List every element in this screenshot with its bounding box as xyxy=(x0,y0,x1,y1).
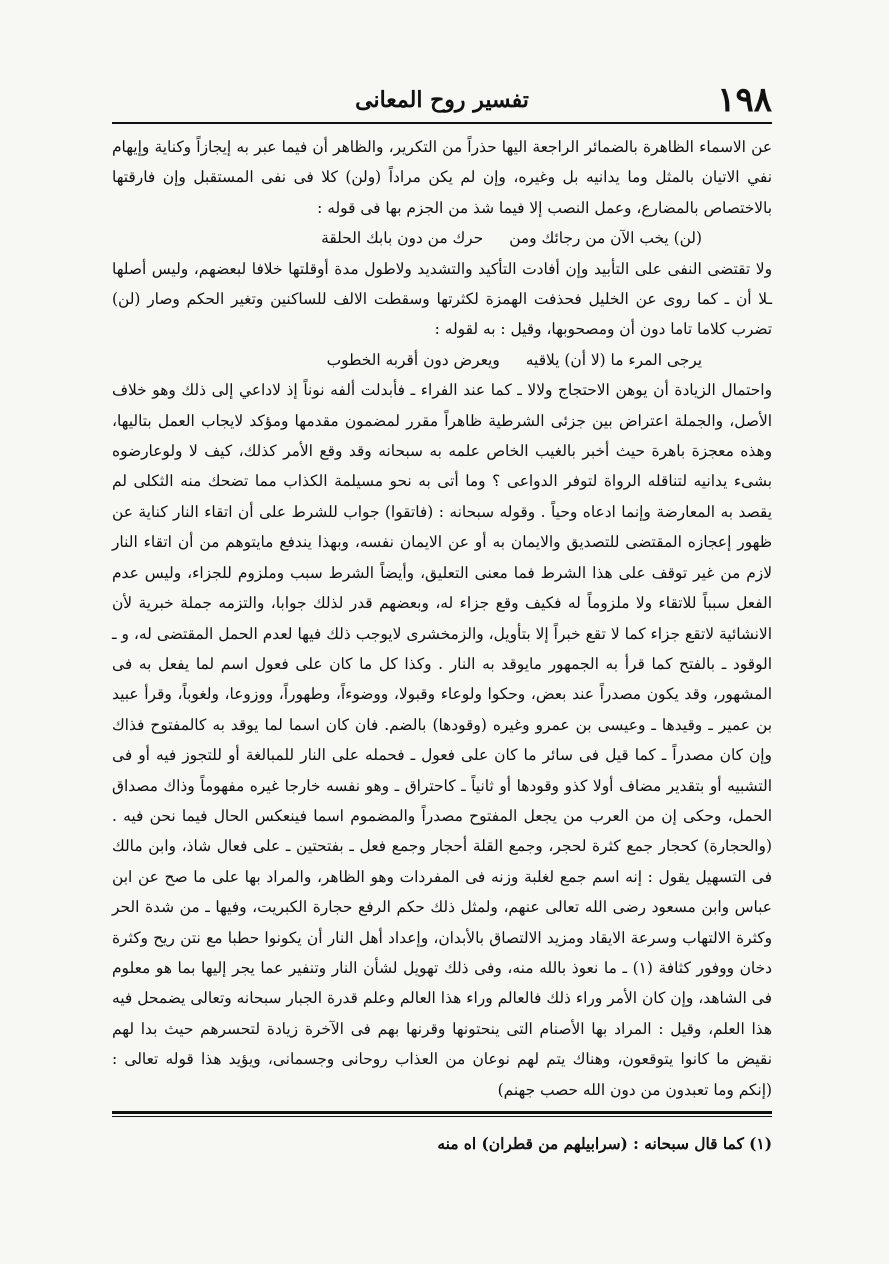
paragraph-2: ولا تقتضى النفى على التأبيد وإن أفادت التأكيد والتشديد ولاطول مدة أوقلتها خلافا لبعضهم، وليس أصلها ـلا أن ـ كما روى عن الخليل فحذفت الهمزة لكثرتها وسقطت الالف للساكنين وتغير الحكم وصار (لن) تضرب كلاما تاما دون أن ومصحوبها، وقيل : به لقوله : xyxy=(112,259,772,339)
paragraph-3: واحتمال الزيادة أن يوهن الاحتجاج ولالا ـ كما عند الفراء ـ فأبدلت ألفه نوناً إذ لاداعي إلى ذلك وهو خلاف الأصل، والجملة اعتراض بين جزئى الشرطية ظاهراً مقرر لمضمون مقدمها ومؤكد لايجاب العمل بتاليها، وهذه معجزة باهرة حيث أخبر بالغيب الخاص علمه به سبحانه وقد وقع الأمر كذلك، كيف لا ولوعارضوه بشىء يدانيه لتناقله الرواة لتوفر الدواعى ؟ وما أتى به نحو مسيلمة الكذاب مما تضحك منه الثكلى لم يقصد به المعارضة وإنما ادعاه وحياً . وقوله سبحانه : (فاتقوا) جواب للشرط على أن اتقاء النار كناية عن ظهور إعجازه المقتضى للتصديق والايمان به أو عن الايمان نفسه، وبهذا يندفع مايتوهم من أن اتقاء النار لازم من غير توقف على هذا الشرط فما معنى التعليق، وأيضاً الشرط سبب وملزوم للجزاء، وليس عدم الفعل سبباً للاتقاء ولا ملزوماً له فكيف وقع جزاء له، وبعضهم قدر لذلك جوابا، والتزمه جملة خبرية لأن الانشائية لاتقع جزاء كما لا تقع خبراً إلا بتأويل، والزمخشرى لايوجب ذلك فيها لعدم الحمل المقتضى له، و ـ الوقود ـ بالفتح كما قرأ به الجمهور مايوقد به النار . وكذا كل ما كان على فعول اسم لما يفعل به فى المشهور، وقد يكون مصدراً عند بعض، وحكوا ولوعاء وقبولا، ووضوءاً، وطهوراً، ووزوعا، ولغوباً، وقرأ عبيد بن عمير ـ وقيدها ـ وعيسى بن عمرو وغيره (وقودها) بالضم. فان كان اسما لما يوقد به كالمفتوح فذاك وإن كان مصدراً ـ كما قيل فى سائر ما كان على فعول ـ فحمله على النار للمبالغة أو للتجوز فيه أو فى التشبيه أو بتقدير مضاف أولا كذو وقودها أو ثانياً ـ كاحتراق ـ وهو نفسه خارجا غيره مفهوماً وذاك مصداق الحمل، وحكى إن من العرب من يجعل المفتوح مصدراً والمضموم اسما فينعكس الحال فيما نحن فيه . (والحجارة) كحجار جمع كثرة لحجر، وجمع القلة أحجار وجمع فعل ـ بفتحتين ـ على فعال شاذ، وابن مالك فى التسهيل يقول : إنه اسم جمع لغلبة وزنه فى المفردات وهو الظاهر، والمراد بها على ما صح عن ابن عباس وابن مسعود رضى الله تعالى عنهم، ولمثل ذلك حكم الرفع حجارة الكبريت، وفيها ـ من شدة الحر وكثرة الالتهاب وسرعة الايقاد ومزيد الالتصاق بالأبدان، وإعداد أهل النار أن يكونوا حطبا مع نتن ريح وكثرة دخان ووفور كثافة (١) ـ ما نعوذ بالله منه، وفى ذلك تهويل لشأن النار وتنفير عما يجر إليها بما هو معلوم فى الشاهد، وإن كان الأمر وراء ذلك فالعالم وراء هذا العالم وعلم قدرة الجبار سبحانه وتعالى يضمحل فيه هذا العلم، وقيل : المراد بها الأصنام التى ينحتونها وقرنها بهم فى الآخرة زيادة لتحسرهم حيث بدا لهم نقيض ما كانوا يتوقعون، وهناك يتم لهم نوعان من العذاب روحانى وجسمانى، ويؤيد هذا قوله تعالى : (إنكم وما تعبدون من دون الله حصب جهنم) xyxy=(112,381,772,1099)
verse-1-first-hemistich: (لن) يخب الآن من رجائك ومن xyxy=(509,229,702,248)
verse-1-second-hemistich: حرك من دون بابك الحلقة xyxy=(321,229,484,248)
poetry-verse-2 xyxy=(112,345,772,375)
verse-2-first-hemistich: يرجى المرء ما (لا أن) يلاقيه xyxy=(525,350,702,369)
page-header xyxy=(112,78,772,124)
page-body xyxy=(112,132,772,1105)
running-title: تفسير روح المعانى xyxy=(355,87,529,113)
page-number: ١٩٨ xyxy=(717,80,772,120)
book-page xyxy=(112,78,772,1157)
poetry-verse-1 xyxy=(112,223,772,253)
paragraph-1: عن الاسماء الظاهرة بالضمائر الراجعة اليها حذراً من التكرير، والظاهر أن فيما عبر به إيجازاً وكناية وإيهام نفي الاتيان بالمثل وما يدانيه بل وغيره، وإن لم يكن مراداً (ولن) كلا فى نفى المستقبل وإن فارقتها بالاختصاص بالمضارع، وعمل النصب إلا فيما شذ من الجزم بها فى قوله : xyxy=(112,138,772,217)
footnote-divider xyxy=(112,1111,772,1114)
verse-2-second-hemistich: ويعرض دون أقربه الخطوب xyxy=(326,350,500,369)
footnote: (١) كما قال سبحانه : (سرابيلهم من قطران) اه منه xyxy=(437,1135,772,1153)
footnote-divider-thin xyxy=(112,1116,772,1117)
